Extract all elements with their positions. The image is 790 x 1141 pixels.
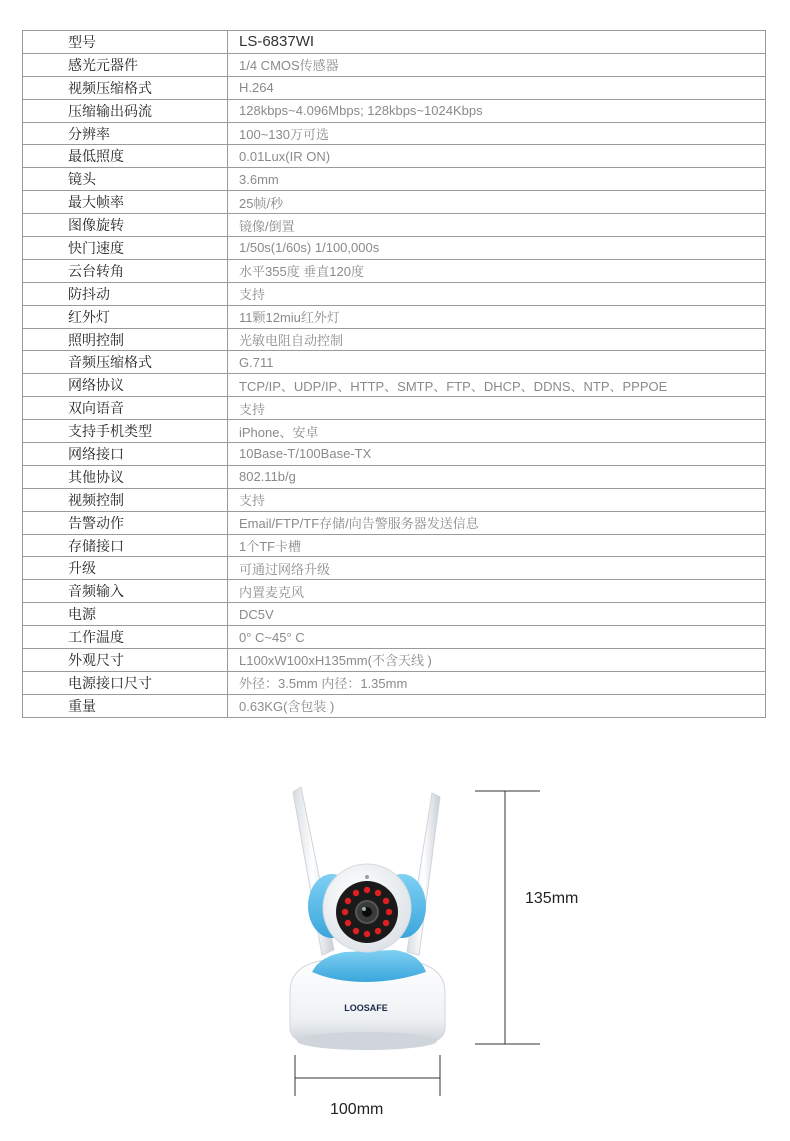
spec-row [23,168,766,191]
spec-value: 25帧/秒 [228,191,766,214]
spec-row [23,374,766,397]
spec-key: 分辨率 [23,122,228,145]
spec-key: 告警动作 [23,511,228,534]
spec-row [23,53,766,76]
spec-key: 图像旋转 [23,214,228,237]
spec-key: 其他协议 [23,465,228,488]
spec-value: 0.01Lux(IR ON) [228,145,766,168]
width-label: 100mm [330,1101,384,1118]
spec-row [23,237,766,260]
spec-row [23,145,766,168]
spec-key: 最低照度 [23,145,228,168]
spec-value: H.264 [228,76,766,99]
spec-row [23,694,766,717]
spec-value: 水平355度 垂直120度 [228,259,766,282]
spec-row [23,214,766,237]
ir-led [375,890,381,896]
spec-row [23,534,766,557]
spec-value: 0° C~45° C [228,626,766,649]
ir-led [383,920,389,926]
spec-value: 镜像/倒置 [228,214,766,237]
ir-led [386,909,392,915]
spec-key: 感光元器件 [23,53,228,76]
spec-key: 网络协议 [23,374,228,397]
spec-key: 云台转角 [23,259,228,282]
spec-row [23,99,766,122]
spec-key: 音频压缩格式 [23,351,228,374]
spec-key: 最大帧率 [23,191,228,214]
spec-value: 100~130万可选 [228,122,766,145]
spec-row [23,557,766,580]
ir-led [342,909,348,915]
spec-value: 内置麦克风 [228,580,766,603]
spec-row [23,649,766,672]
ir-led [345,898,351,904]
spec-value: 光敏电阻自动控制 [228,328,766,351]
ir-led [353,928,359,934]
spec-row [23,511,766,534]
ir-led [353,890,359,896]
ir-led [364,887,370,893]
spec-row [23,580,766,603]
spec-value: 128kbps~4.096Mbps; 128kbps~1024Kbps [228,99,766,122]
spec-key: 升级 [23,557,228,580]
spec-value: LS-6837WI [228,31,766,54]
spec-value: 可通过网络升级 [228,557,766,580]
ir-led [345,920,351,926]
brand-logo: LOOSAFE [344,1003,388,1013]
product-figure [0,760,790,1136]
spec-row [23,626,766,649]
spec-row [23,397,766,420]
spec-key: 照明控制 [23,328,228,351]
spec-value: 0.63KG(含包装 ) [228,694,766,717]
spec-key: 电源 [23,603,228,626]
spec-key: 存储接口 [23,534,228,557]
spec-row [23,31,766,54]
spec-value: 支持 [228,488,766,511]
spec-row [23,488,766,511]
spec-value: 802.11b/g [228,465,766,488]
spec-row [23,328,766,351]
spec-value: 1/4 CMOS传感器 [228,53,766,76]
spec-value: 1/50s(1/60s) 1/100,000s [228,237,766,260]
spec-row [23,671,766,694]
spec-row [23,465,766,488]
spec-key: 音频输入 [23,580,228,603]
spec-row [23,76,766,99]
spec-key: 视频压缩格式 [23,76,228,99]
spec-key: 重量 [23,694,228,717]
spec-value: 11颗12miu红外灯 [228,305,766,328]
ir-led [375,928,381,934]
base-foot [297,1032,437,1050]
spec-row [23,443,766,466]
spec-key: 快门速度 [23,237,228,260]
spec-key: 外观尺寸 [23,649,228,672]
spec-row [23,191,766,214]
spec-key: 镜头 [23,168,228,191]
spec-key: 双向语音 [23,397,228,420]
height-label: 135mm [525,890,579,907]
spec-value: 支持 [228,282,766,305]
spec-row [23,351,766,374]
spec-table [22,30,766,718]
spec-row [23,122,766,145]
spec-key: 工作温度 [23,626,228,649]
camera-illustration [0,760,790,1136]
spec-value: iPhone、安卓 [228,420,766,443]
spec-row [23,305,766,328]
spec-row [23,603,766,626]
spec-key: 网络接口 [23,443,228,466]
ir-led [383,898,389,904]
spec-value: 1个TF卡槽 [228,534,766,557]
spec-key: 支持手机类型 [23,420,228,443]
spec-key: 压缩输出码流 [23,99,228,122]
sensor-dot [365,875,369,879]
spec-key: 电源接口尺寸 [23,671,228,694]
spec-value: L100xW100xH135mm(不含天线 ) [228,649,766,672]
spec-key: 红外灯 [23,305,228,328]
spec-value: TCP/IP、UDP/IP、HTTP、SMTP、FTP、DHCP、DDNS、NTP、PPPOE [228,374,766,397]
spec-row [23,420,766,443]
spec-row [23,282,766,305]
lens-glare [362,907,366,911]
spec-key: 型号 [23,31,228,54]
spec-value: Email/FTP/TF存储/向告警服务器发送信息 [228,511,766,534]
spec-value: 3.6mm [228,168,766,191]
ir-led [364,931,370,937]
spec-row [23,259,766,282]
spec-value: DC5V [228,603,766,626]
spec-value: 外径：3.5mm 内径：1.35mm [228,671,766,694]
spec-table-body [23,31,766,718]
spec-key: 视频控制 [23,488,228,511]
spec-value: G.711 [228,351,766,374]
spec-key: 防抖动 [23,282,228,305]
spec-value: 支持 [228,397,766,420]
spec-value: 10Base-T/100Base-TX [228,443,766,466]
